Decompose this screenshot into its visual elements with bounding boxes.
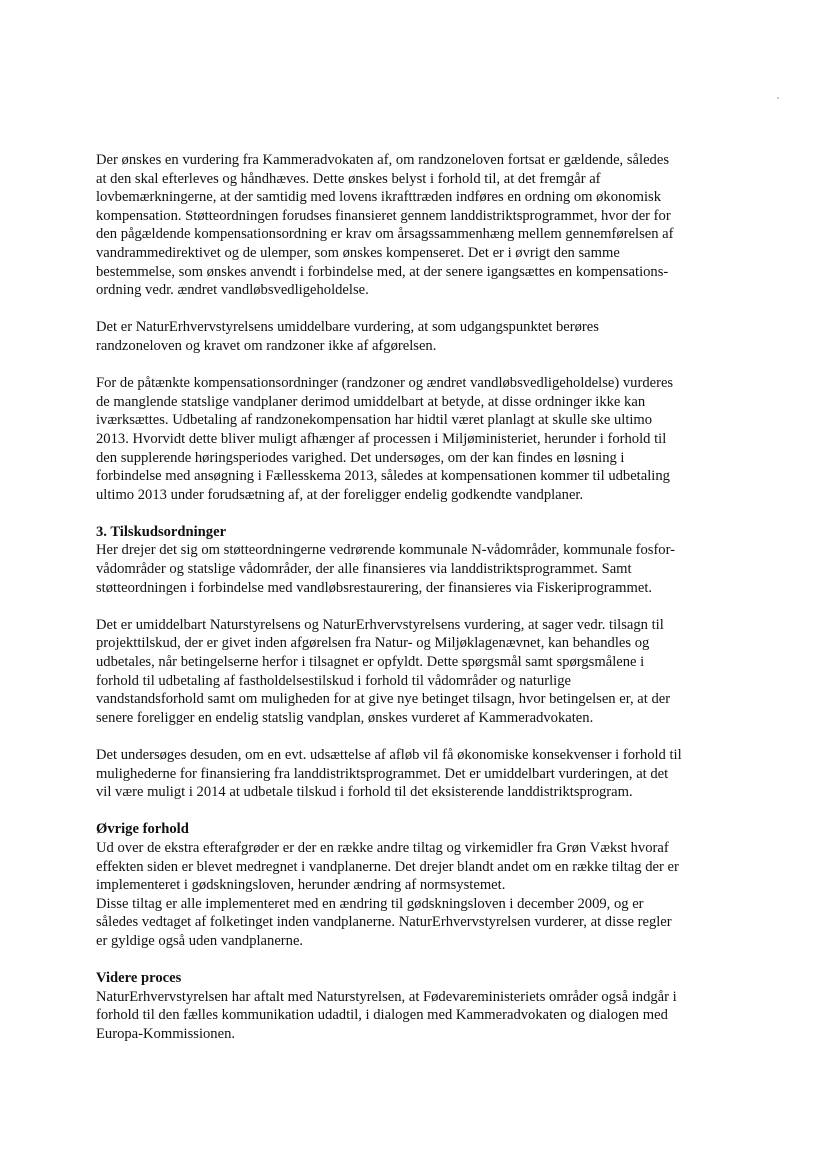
- text-line: randzoneloven og kravet om randzoner ikke af afgørelsen.: [96, 337, 437, 354]
- paragraph-ovrige-forhold: [96, 839, 746, 951]
- text-line: Det undersøges desuden, om en evt. udsættelse af afløb vil få økonomiske konsekvenser i forhold til: [96, 747, 682, 763]
- text-line: For de påtænkte kompensationsordninger (randzoner og ændret vandløbsvedligeholdelse) vurderes: [96, 375, 674, 392]
- text-line: NaturErhvervstyrelsen har aftalt med Naturstyrelsen, at Fødevareministeriets områder også indgår i: [96, 988, 677, 1005]
- text-line: lovbemærkningerne, at der samtidig med lovens ikrafttræden indføres en ordning om økonomisk: [96, 189, 661, 206]
- paragraph-randzoneloven-vurdering: [96, 151, 746, 300]
- text-line: vil være muligt i 2014 at udbetale tilskud i forhold til det eksisterende landdistriktsprogram.: [96, 784, 633, 801]
- text-line: vådområder og statslige vådområder, der alle finansieres via landdistriktsprogrammet. Samt: [96, 561, 632, 578]
- paragraph-kompensationsordninger: [96, 374, 746, 504]
- text-line: vandstandsforhold samt om muligheden for at give nye betinget tilsagn, hvor betingelsen er, at der: [96, 691, 671, 708]
- text-line: Det er NaturErhvervstyrelsens umiddelbare vurdering, at som udgangspunktet berøres: [96, 319, 599, 336]
- section-heading-videre-proces: Videre proces: [96, 970, 182, 987]
- text-line: 2013. Hvorvidt dette bliver muligt afhænger af processen i Miljøministeriet, herunder i forhold til: [96, 430, 667, 447]
- scan-speck: [777, 97, 779, 99]
- text-line: projekttilskud, der er givet inden afgørelsen fra Natur- og Miljøklagenævnet, kan behandles og: [96, 635, 650, 652]
- section-heading-tilskudsordninger: 3. Tilskudsordninger: [96, 523, 227, 540]
- text-line: iværksættes. Udbetaling af randzonekompensation har hidtil været planlagt at skulle ske ultimo: [96, 412, 653, 429]
- text-line: senere foreligger en endelig statslig vandplan, ønskes vurderet af Kammeradvokaten.: [96, 709, 594, 726]
- text-line: mulighederne for finansiering fra landdistriktsprogrammet. Det er umiddelbart vurderingen, at det: [96, 765, 669, 782]
- text-line: støtteordningen i forbindelse med vandløbsrestaurering, der finansieres via Fiskeriprogrammet.: [96, 579, 653, 596]
- text-line: Ud over de ekstra efterafgrøder er der en række andre tiltag og virkemidler fra Grøn Vækst hvoraf: [96, 839, 669, 856]
- text-line: implementeret i gødskningsloven, herunder ændring af normsystemet.: [96, 877, 506, 894]
- text-line: ordning vedr. ændret vandløbsvedligeholdelse.: [96, 282, 369, 299]
- text-line: Her drejer det sig om støtteordningerne vedrørende kommunale N-vådområder, kommunale fosfor-: [96, 542, 676, 559]
- text-line: ultimo 2013 under forudsætning af, at der foreligger endelig godkendte vandplaner.: [96, 486, 584, 503]
- text-line: således vedtaget af folketinget inden vandplanerne. NaturErhvervstyrelsen vurderer, at disse regler: [96, 914, 672, 931]
- text-line: bestemmelse, som ønskes anvendt i forbindelse med, at der senere igangsættes en kompensations-: [96, 263, 669, 280]
- text-line: er gyldige også uden vandplanerne.: [96, 932, 304, 949]
- text-line: udbetales, når betingelserne herfor i tilsagnet er opfyldt. Dette spørgsmål samt spørgsmålene i: [96, 654, 645, 671]
- text-line: forhold til udbetaling af fastholdelsestilskud i forhold til vådområder og naturlige: [96, 672, 572, 689]
- text-line: Det er umiddelbart Naturstyrelsens og NaturErhvervstyrelsens vurdering, at sager vedr. tilsagn til: [96, 616, 664, 633]
- text-line: den supplerende høringsperiodes varighed. Det undersøges, om der kan findes en løsning i: [96, 449, 625, 466]
- paragraph-udsaettelse: [96, 746, 746, 802]
- text-line: vandrammedirektivet og de ulemper, som ønskes kompenseret. Det er i øvrigt den samme: [96, 244, 620, 261]
- paragraph-udgangspunkt: [96, 318, 746, 355]
- text-line: effekten siden er blevet medregnet i vandplanerne. Det drejer blandt andet om en række tiltag der er: [96, 858, 679, 875]
- paragraph-videre-proces: [96, 988, 746, 1044]
- text-line: den pågældende kompensationsordning er krav om årsagssammenhæng mellem gennemførelsen af: [96, 226, 674, 243]
- section-heading-ovrige-forhold: Øvrige forhold: [96, 821, 189, 838]
- text-line: Der ønskes en vurdering fra Kammeradvokaten af, om randzoneloven fortsat er gældende, således: [96, 152, 669, 168]
- paragraph-projekttilskud: [96, 616, 746, 728]
- text-line: kompensation. Støtteordningen forudses finansieret gennem landdistriktsprogrammet, hvor der for: [96, 207, 671, 224]
- text-line: forhold til den fælles kommunikation udadtil, i dialogen med Kammeradvokaten og dialogen med: [96, 1007, 668, 1024]
- text-line: de manglende statslige vandplaner derimod umiddelbart at betyde, at disse ordninger ikke kan: [96, 393, 646, 410]
- text-line: Europa-Kommissionen.: [96, 1025, 236, 1042]
- paragraph-tilskudsordninger: [96, 541, 746, 597]
- document-page: [96, 151, 746, 1044]
- text-line: Disse tiltag er alle implementeret med en ændring til gødskningsloven i december 2009, og er: [96, 895, 644, 912]
- text-line: at den skal efterleves og håndhæves. Dette ønskes belyst i forhold til, at det fremgår af: [96, 170, 601, 187]
- text-line: forbindelse med ansøgning i Fællesskema 2013, således at kompensationen kommer til udbetaling: [96, 468, 670, 485]
